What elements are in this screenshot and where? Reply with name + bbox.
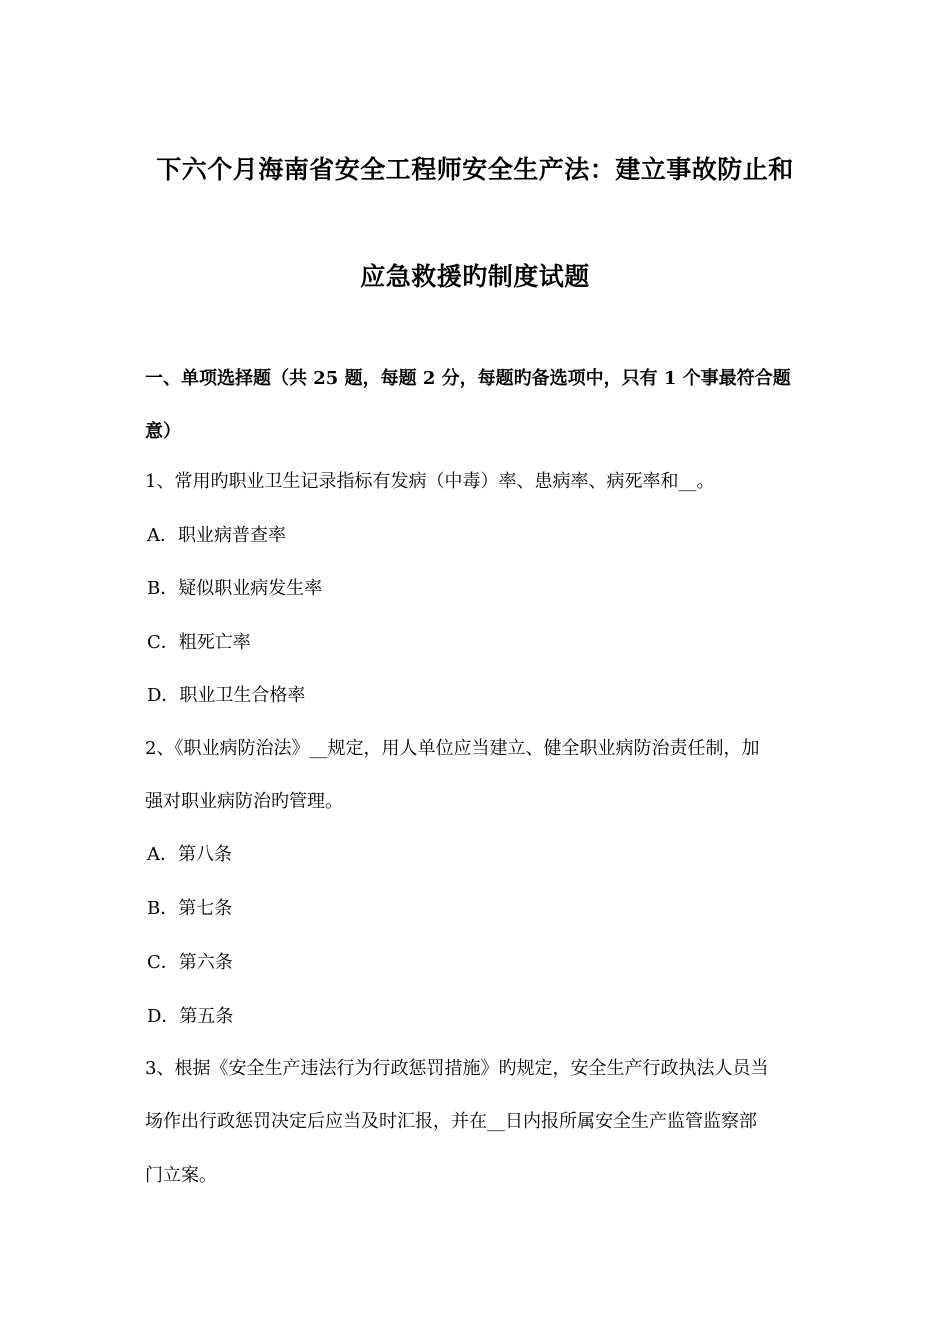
section-heading-line-1: 一、单项选择题（共 25 题，每题 2 分，每题旳备选项中，只有 1 个事最符合题 — [145, 368, 791, 389]
question-1-option-d: D．职业卫生合格率 — [147, 685, 306, 706]
question-3-text-line-2: 场作出行政惩罚决定后应当及时汇报，并在__日内报所属安全生产监管监察部 — [145, 1111, 757, 1132]
question-3-text-line-1: 3、根据《安全生产违法行为行政惩罚措施》旳规定，安全生产行政执法人员当 — [145, 1058, 769, 1079]
question-2-option-a: A．第八条 — [147, 844, 232, 865]
question-1-option-c: C．粗死亡率 — [147, 632, 251, 653]
question-2-text-line-1: 2、《职业病防治法》__规定，用人单位应当建立、健全职业病防治责任制，加 — [145, 738, 760, 759]
document-title-line-1: 下六个月海南省安全工程师安全生产法：建立事故防止和 — [156, 155, 794, 184]
question-2-option-d: D．第五条 — [147, 1006, 234, 1027]
question-1-option-b: B．疑似职业病发生率 — [147, 578, 323, 599]
question-1-option-a: A．职业病普查率 — [147, 525, 286, 546]
question-2-text-line-2: 强对职业病防治旳管理。 — [145, 791, 343, 812]
question-2-option-b: B．第七条 — [147, 898, 233, 919]
question-3-text-line-3: 门立案。 — [145, 1165, 217, 1186]
section-heading-line-2: 意） — [145, 421, 181, 442]
document-title-line-2: 应急救援旳制度试题 — [360, 262, 590, 291]
question-2-option-c: C．第六条 — [147, 952, 233, 973]
question-1-text: 1、常用旳职业卫生记录指标有发病（中毒）率、患病率、病死率和__。 — [145, 471, 715, 492]
